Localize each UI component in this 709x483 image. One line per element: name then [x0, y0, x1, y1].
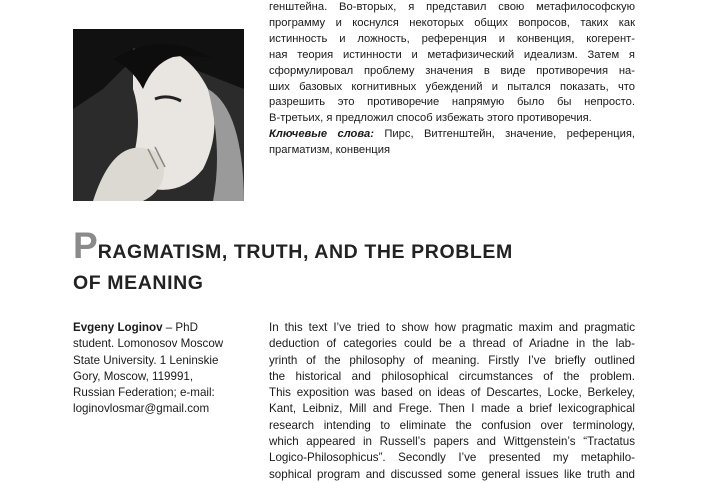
- english-abstract: [269, 320, 635, 483]
- abstract-en-line: yrinth of the philosophy of meaning. Firstly I’ve briefly outlined: [269, 353, 635, 367]
- abstract-en-line: Logico-Philosophicus”. Secondly I’ve presented my metaphilo-: [269, 451, 635, 465]
- author-line: [73, 320, 253, 336]
- abstract-ru-line: программу и коснулся некоторых общих вопросов, таких как: [269, 16, 635, 29]
- abstract-en-line: This exposition was based on ideas of Descartes, Locke, Berkeley,: [269, 386, 635, 400]
- author-detail: – PhD: [162, 321, 198, 334]
- abstract-ru-line: истинность и ложность, референция и конвенция, когерент-: [269, 32, 635, 45]
- abstract-en-line: sophical program and discussed some general issues like truth and: [269, 467, 635, 481]
- author-photo: [73, 29, 244, 201]
- abstract-en-line: Kant, Leibniz, Mill and Frege. Then I made a brief lexicographical: [269, 402, 635, 416]
- abstract-ru-line: ная теория истинности и метафизический идеализм. Затем я: [269, 48, 635, 61]
- abstract-en-line: which appeared in Russell’s papers and Wittgenstein’s “Tractatus: [269, 435, 635, 449]
- author-line: student. Lomonosov Moscow: [73, 337, 224, 351]
- abstract-en-line: In this text I’ve tried to show how pragmatic maxim and pragmatic: [269, 321, 635, 334]
- keywords-label: Ключевые слова:: [269, 128, 374, 141]
- keywords-text: Пирс, Витгенштейн, значение, референция,: [373, 128, 635, 141]
- article-title: [73, 225, 633, 299]
- title-line-1-text: RAGMATISM, TRUTH, AND THE PROBLEM: [97, 241, 513, 263]
- title-drop-cap: P: [73, 225, 98, 266]
- keywords-line: прагматизм, конвенция: [269, 144, 391, 157]
- abstract-en-line: the historical and philosophical circumstances of the problem.: [269, 369, 635, 383]
- author-line: Gory, Moscow, 119991,: [73, 369, 194, 383]
- abstract-ru-line: генштейна. Во-вторых, я представил свою метафилософскую: [269, 1, 635, 13]
- keywords-line: [269, 127, 635, 143]
- abstract-en-line: research intending to eliminate the confusion over terminology,: [269, 418, 635, 432]
- abstract-ru-line: В-третьих, я предложил способ избежать этого противоречия.: [269, 112, 592, 125]
- abstract-ru-line: сформулировал проблему значения в виде противоречия на-: [269, 64, 635, 77]
- title-line-2: OF MEANING: [73, 272, 204, 294]
- russian-abstract: [269, 0, 635, 159]
- author-email: loginovlosmar@gmail.com: [73, 402, 210, 416]
- author-info: [73, 320, 253, 418]
- abstract-ru-line: ших базовых когнитивных убеждений и пытался показать, что: [269, 80, 635, 93]
- abstract-ru-line: разрешить это противоречие напрямую было бы непросто.: [269, 96, 635, 109]
- author-line: Russian Federation; e-mail:: [73, 386, 215, 400]
- title-line-1: [73, 225, 633, 268]
- abstract-en-line: deduction of categories could be a thread of Ariadne in the lab-: [269, 337, 635, 351]
- author-line: State University. 1 Leninskie: [73, 353, 219, 367]
- author-name: Evgeny Loginov: [73, 321, 163, 334]
